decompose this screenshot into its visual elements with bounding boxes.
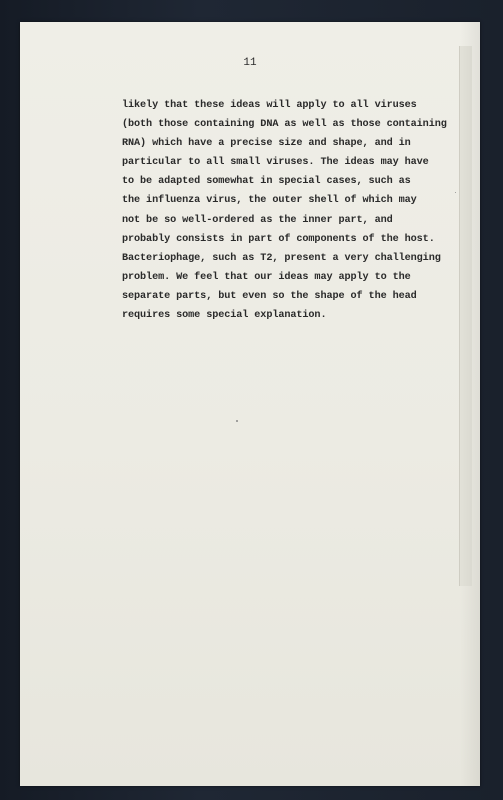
text-line: the influenza virus, the outer shell of which may [122,195,417,207]
text-line: particular to all small viruses. The ideas may have [122,157,429,169]
paper-speck [455,192,456,193]
text-line: RNA) which have a precise size and shape, and in [122,138,411,150]
page-number: 11 [243,57,257,69]
text-line: requires some special explanation. [122,310,327,322]
paper-speck [236,420,238,422]
text-line: probably consists in part of components of the host. [122,233,435,245]
text-line: Bacteriophage, such as T2, present a very challenging [122,252,441,264]
page-edge-tab [459,46,472,586]
text-line: to be adapted somewhat in special cases, such as [122,176,411,188]
text-line: (both those containing DNA as well as those containing [122,119,447,131]
text-line: likely that these ideas will apply to all viruses [122,100,417,111]
body-text [122,96,462,325]
text-line: separate parts, but even so the shape of the head [122,290,417,302]
document-page [20,22,480,786]
text-line: problem. We feel that our ideas may apply to the [122,271,411,283]
text-line: not be so well-ordered as the inner part, and [122,214,393,226]
